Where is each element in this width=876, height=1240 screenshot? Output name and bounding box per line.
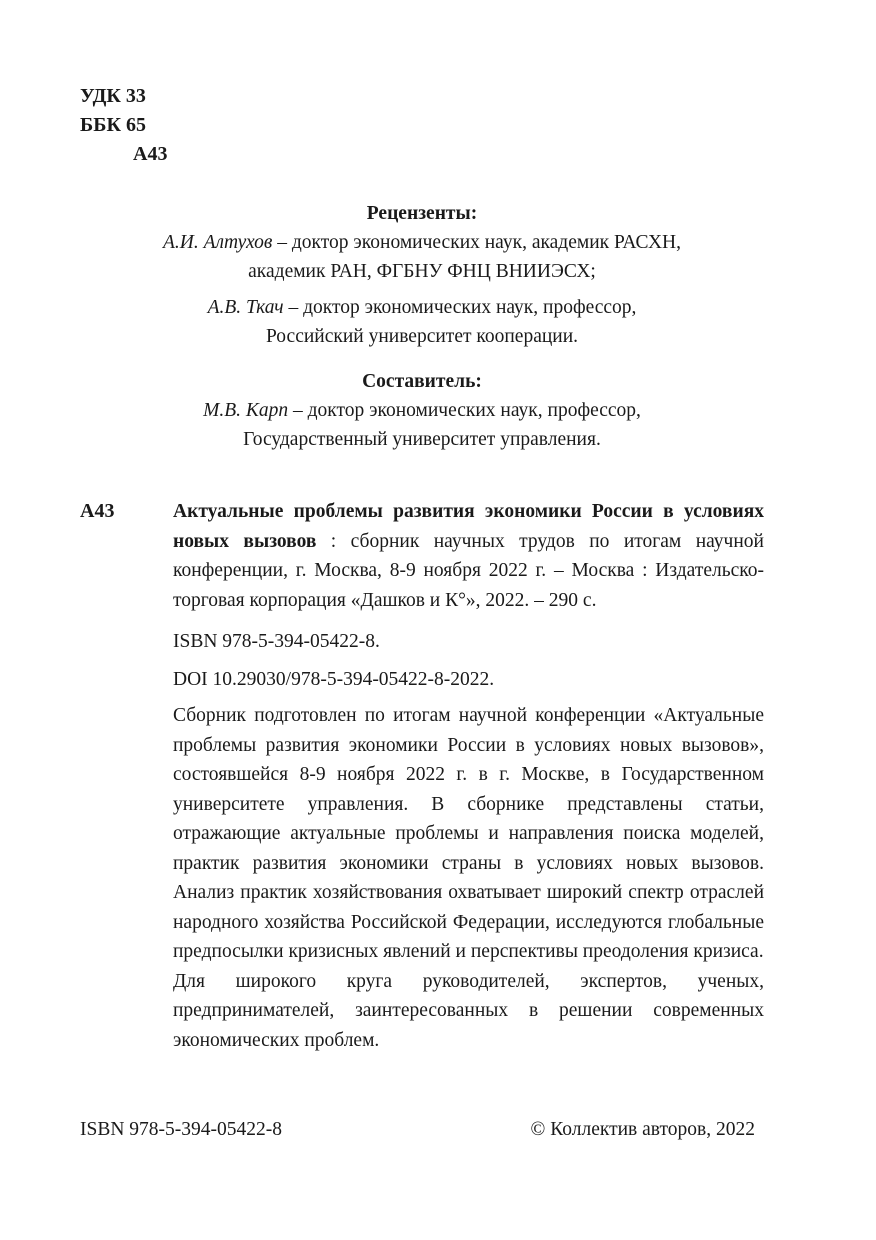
compiler-title: – доктор экономических наук, профессор, [288,400,641,421]
footer-copyright: © Коллектив авторов, 2022 [530,1119,755,1140]
reviewer-1-name: А.И. Алтухов [162,232,273,253]
reviewer-1-title: – доктор экономических наук, академик РАСХН, [272,232,682,253]
compiler-affiliation: Государственный университет управления. [243,429,601,450]
bbk-code: ББК 65 [80,114,146,136]
audience-paragraph [173,967,764,1056]
reviewers-section [80,199,764,351]
reviewer-1-line1 [80,228,764,257]
reviewer-2-title: – доктор экономических наук, профессор, [283,297,637,318]
bibliographic-details: : сборник научных трудов по итогам научной конференции, г. Москва, 8-9 ноября 2022 г. – Москва : Издательско-торговая корпорация «Дашков и К°», 2022. – 290 с. [173,530,764,611]
book-title: Актуальные проблемы развития экономики России в условиях новых вызовов [173,501,764,552]
isbn-line: ISBN 978-5-394-05422-8. [173,631,380,652]
compiler-section [80,367,764,454]
reviewer-1-affiliation: академик РАН, ФГБНУ ФНЦ ВНИИЭСХ; [248,261,596,282]
footer-isbn: ISBN 978-5-394-05422-8 [80,1119,283,1140]
reviewer-2-affiliation: Российский университет кооперации. [265,326,579,347]
bibliographic-record [80,497,764,1055]
compiler-name: М.В. Карп [203,400,289,421]
reviewer-2-name: А.В. Ткач [207,297,284,318]
author-mark: А43 [133,143,168,165]
compiler-heading: Составитель: [362,371,482,392]
bibliographic-code: А43 [80,500,115,522]
compiler-line1 [80,396,764,425]
bibliographic-entry [173,497,764,615]
doi-line: DOI 10.29030/978-5-394-05422-8-2022. [173,668,495,690]
reviewer-2-line1 [80,293,764,322]
udk-code: УДК 33 [80,85,146,107]
annotation-text: Сборник подготовлен по итогам научной конференции «Актуальные проблемы развития экономики России в условиях новых вызовов», состоявшейся 8-9 ноября 2022 г. в г. Москве, в Государственном университете управления. В сборнике представлены статьи, отражающие актуальные проблемы и направления поиска моделей, практик развития экономики страны в условиях новых вызовов. Анализ практик хозяйствования охватывает широкий спектр отраслей народного хозяйства Российской Федерации, исследуются глобальные предпосылки кризисных явлений и перспективы преодоления кризиса. [173,705,764,962]
classification-codes [80,82,167,169]
reviewers-heading: Рецензенты: [366,203,478,224]
audience-text: Для широкого круга руководителей, экспертов, ученых, предпринимателей, заинтересованных в решении современных экономических проблем. [173,970,764,1051]
annotation-paragraph [173,701,764,967]
